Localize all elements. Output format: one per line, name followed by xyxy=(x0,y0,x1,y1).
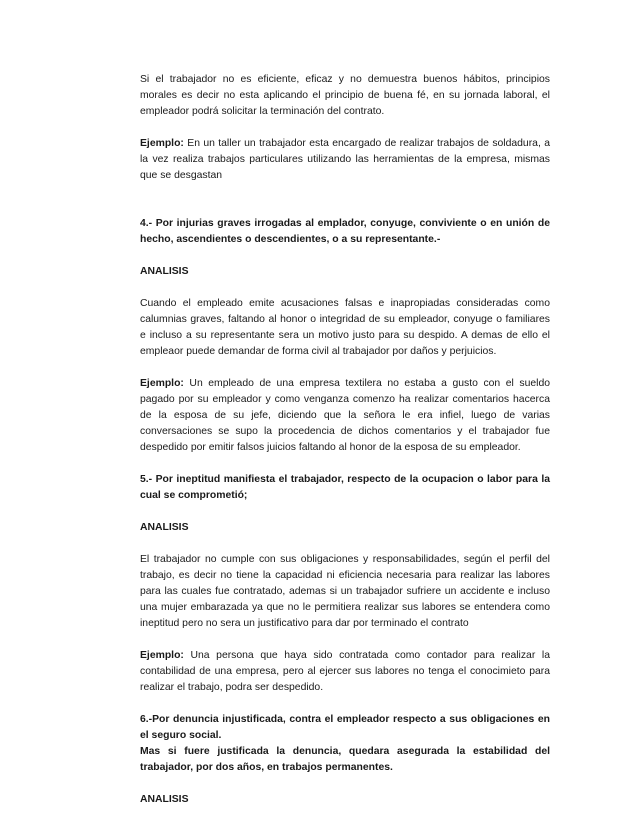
example-label: Ejemplo: xyxy=(140,650,184,661)
example-label: Ejemplo: xyxy=(140,138,184,149)
example-text: Una persona que haya sido contratada como contador para realizar la contabilidad de una empresa, pero al ejercer sus labores no tenga el conocimieto para realizar el trabajo, podra ser despedido. xyxy=(140,650,550,693)
heading-section-6: 6.-Por denuncia injustificada, contra el empleador respecto a sus obligaciones en el seguro social. xyxy=(140,714,550,741)
analisis-heading-6: ANALISIS xyxy=(140,794,189,805)
example-1 xyxy=(140,136,550,184)
paragraph-analysis-4: Cuando el empleado emite acusaciones falsas e inapropiadas consideradas como calumnias graves, faltando al honor o integridad de su empleador, conyuge o familiares e incluso a su representante sera un motivo justo para su despido. A demas de ello el empleaor puede demandar de forma civil al trabajador por daños y perjuicios. xyxy=(140,298,550,357)
heading-section-4: 4.- Por injurias graves irrogadas al emplador, conyuge, conviviente o en unión de hecho, ascendientes o descendientes, o a su representante.- xyxy=(140,218,550,245)
paragraph-intro: Si el trabajador no es eficiente, eficaz y no demuestra buenos hábitos, principios morales es decir no esta aplicando el principio de buena fé, en su jornada laboral, el empleador podrá solicitar la terminación del contrato. xyxy=(140,74,550,117)
analisis-heading-5: ANALISIS xyxy=(140,522,189,533)
example-text: Un empleado de una empresa textilera no estaba a gusto con el sueldo pagado por su empleador y como venganza comenzo ha realizar comentarios hacerca de la esposa de su jefe, diciendo que la señora le era infiel, luego de varias conversaciones se supo la procedencia de dichos comentarios y el trabajador fue despedido por emitir falsos juicios faltando al honor de la esposa de su empleador. xyxy=(140,378,550,453)
heading-section-6-note: Mas si fuere justificada la denuncia, quedara asegurada la estabilidad del trabajador, por dos años, en trabajos permanentes. xyxy=(140,746,550,773)
example-5 xyxy=(140,648,550,696)
heading-section-5: 5.- Por ineptitud manifiesta el trabajador, respecto de la ocupacion o labor para la cual se comprometió; xyxy=(140,474,550,501)
paragraph-analysis-5: El trabajador no cumple con sus obligaciones y responsabilidades, según el perfil del trabajo, es decir no tiene la capacidad ni eficiencia necesaria para realizar las labores para las cuales fue contratado, ademas si un trabajador sufriere un accidente e incluso una mujer embarazada ya que no le permitiera realizar sus labores se entendera como ineptitud pero no sera un justificativo para dar por terminado el contrato xyxy=(140,554,550,629)
example-text: En un taller un trabajador esta encargado de realizar trabajos de soldadura, a la vez realiza trabajos particulares utilizando las herramientas de la empresa, mismas que se desgastan xyxy=(140,138,550,181)
analisis-heading-4: ANALISIS xyxy=(140,266,189,277)
document-body xyxy=(140,72,550,808)
example-4 xyxy=(140,376,550,456)
example-label: Ejemplo: xyxy=(140,378,184,389)
